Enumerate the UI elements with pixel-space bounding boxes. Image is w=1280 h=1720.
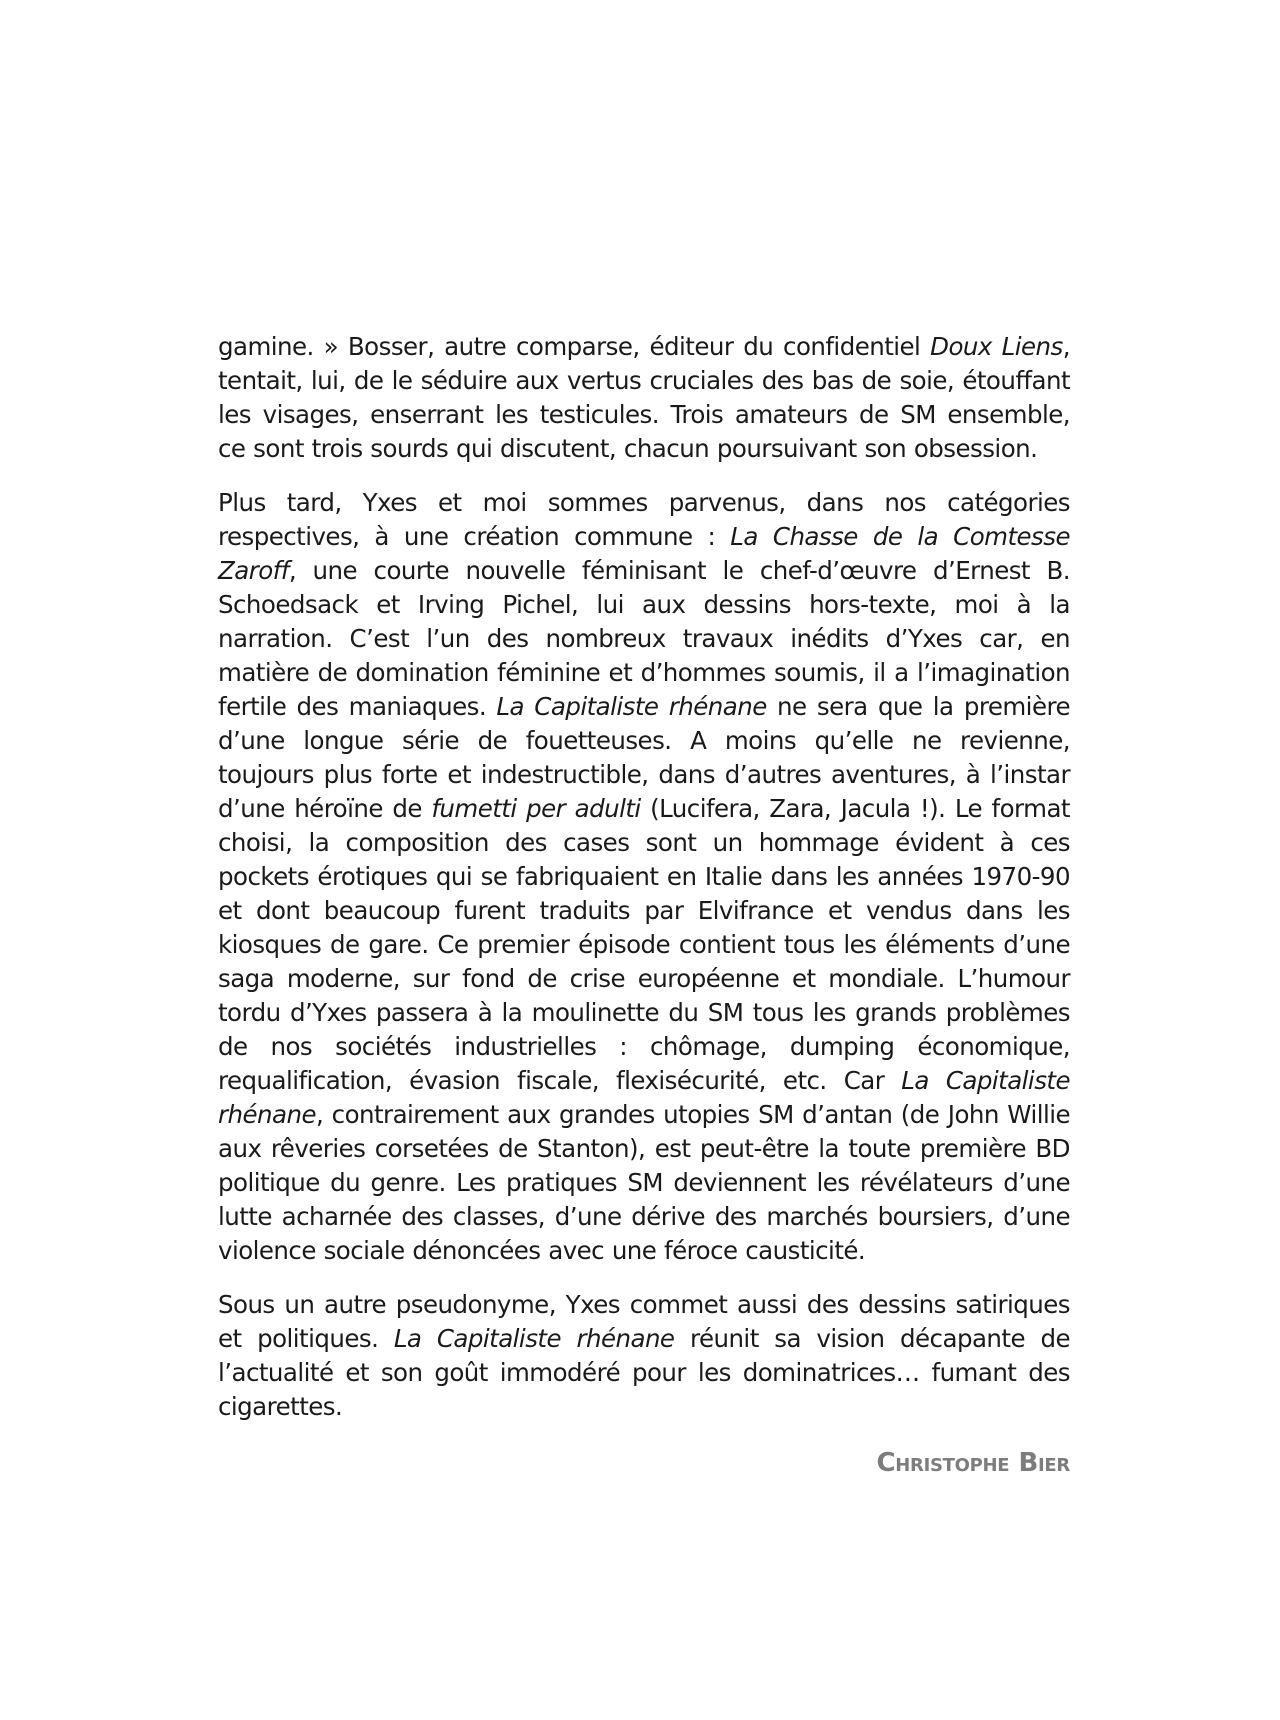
text-segment-italic: La Capitaliste rhénane [393,1324,675,1353]
text-segment: , contrairement aux grandes utopies SM d’antan (de John Willie aux rêveries corsetées de Stanton), est peut-être la toute première BD politique du genre. Les pratiques SM deviennent les révélateurs d’une lutte acharnée des classes, d’une dérive des marchés boursiers, d’une violence sociale dénoncées avec une féroce causticité. [218,1100,1070,1265]
document-body [218,330,1070,1480]
paragraph-3 [218,1288,1070,1424]
author-signature: Christophe Bier [876,1448,1070,1478]
text-segment: ne sera que la première d’une longue série de fouetteuses. A moins qu’elle ne revienne, toujours plus forte et indestructible, dans d’autres aventures, à l’instar d’une héroïne de [218,692,1070,823]
text-segment-italic: La Capitaliste rhénane [218,1066,1070,1129]
paragraph-2 [218,486,1070,1268]
paragraph-1 [218,330,1070,466]
text-segment-italic: La Capitaliste rhénane [496,692,767,721]
text-segment-italic: Doux Liens [930,332,1063,361]
text-segment: Sous un autre pseudonyme, Yxes commet aussi des dessins satiriques et politiques. [218,1290,1070,1353]
text-segment-italic: fumetti per adulti [431,794,641,823]
text-segment: (Lucifera, Zara, Jacula !). Le format choisi, la composition des cases sont un hommage évident à ces pockets érotiques qui se fabriquaient en Italie dans les années 1970-90 et dont beaucoup furent traduits par Elvifrance et vendus dans les kiosques de gare. Ce premier épisode contient tous les éléments d’une saga moderne, sur fond de crise européenne et mondiale. L’humour tordu d’Yxes passera à la moulinette du SM tous les grands problèmes de nos sociétés industrielles : chômage, dumping économique, requalification, évasion fiscale, flexisécurité, etc. Car [218,794,1070,1095]
text-segment: , tentait, lui, de le séduire aux vertus cruciales des bas de soie, étouffant les visages, enserrant les testicules. Trois amateurs de SM ensemble, ce sont trois sourds qui discutent, chacun poursuivant son obsession. [218,332,1070,463]
text-segment: gamine. » Bosser, autre comparse, éditeur du confidentiel [218,332,931,361]
text-segment: Plus tard, Yxes et moi sommes parvenus, dans nos catégories respectives, à une création commune : [218,488,1070,551]
text-segment: réunit sa vision décapante de l’actualité et son goût immodéré pour les dominatrices… fumant des cigarettes. [218,1324,1070,1421]
text-segment-italic: La Chasse de la Comtesse Zaroff [218,522,1070,585]
text-segment: , une courte nouvelle féminisant le chef-d’œuvre d’Ernest B. Schoedsack et Irving Pichel, lui aux dessins hors-texte, moi à la narration. C’est l’un des nombreux travaux inédits d’Yxes car, en matière de domination féminine et d’hommes soumis, il a l’imagination fertile des maniaques. [218,556,1070,721]
